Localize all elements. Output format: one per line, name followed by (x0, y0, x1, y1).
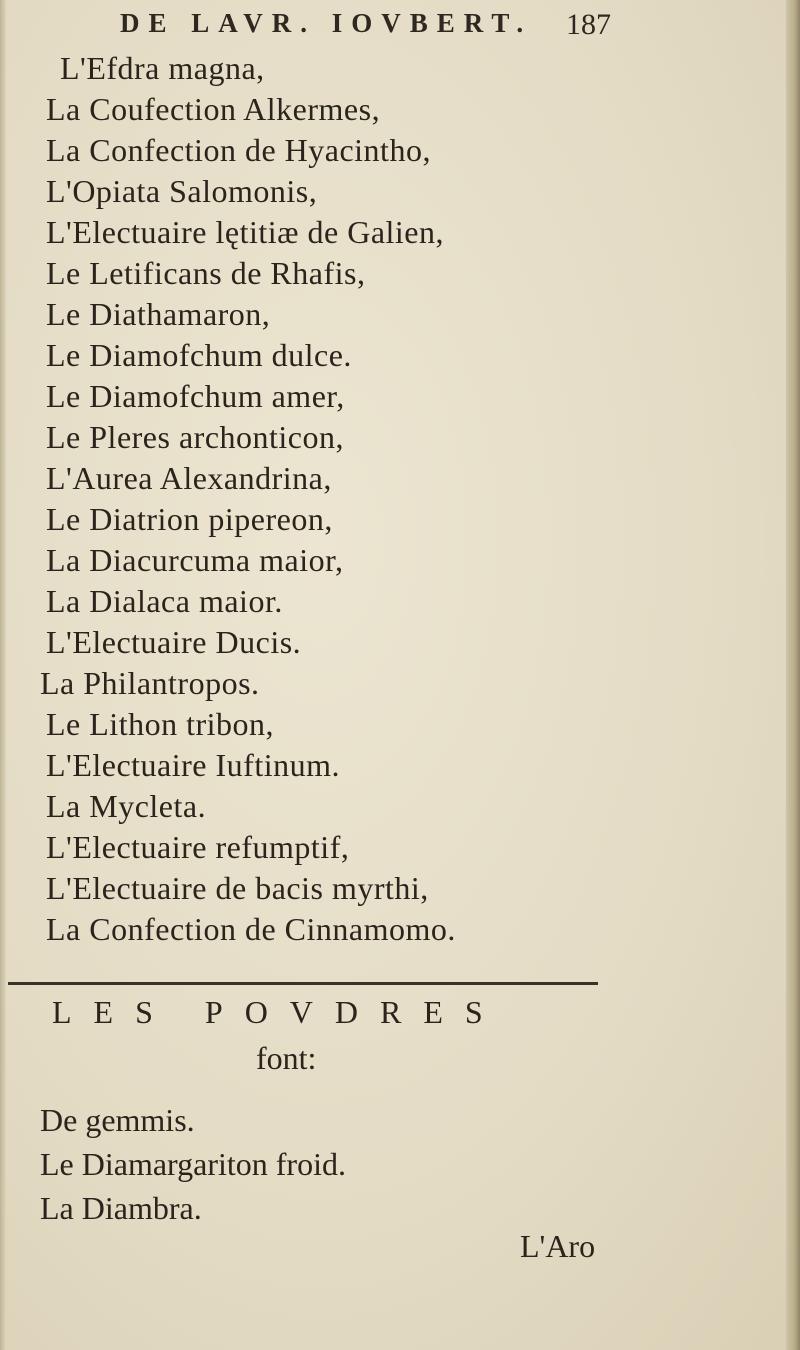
list-item: Le Diathamaron, (46, 296, 271, 332)
list-item: Le Letificans de Rhafis, (46, 255, 366, 291)
list-item: L'Electuaire refumptif, (46, 829, 350, 865)
list-item: L'Aurea Alexandrina, (46, 460, 332, 496)
list-item: L'Electuaire de bacis myrthi, (46, 870, 429, 906)
list-item: L'Electuaire lętitiæ de Galien, (46, 214, 444, 250)
list-item: L'Electuaire Ducis. (46, 624, 302, 660)
section-divider (8, 982, 598, 985)
electuary-list (40, 48, 456, 950)
section-subheading: font: (256, 1040, 317, 1076)
list-item: Le Lithon tribon, (46, 706, 275, 742)
list-item: La Coufection Alkermes, (46, 91, 381, 127)
list-item: L'Electuaire Iuftinum. (46, 747, 340, 783)
list-item: Le Diamargariton froid. (40, 1146, 346, 1182)
list-item: La Diambra. (40, 1190, 202, 1226)
page-edge (786, 0, 800, 1350)
list-item: De gemmis. (40, 1102, 195, 1138)
list-item: La Diacurcuma maior, (46, 542, 344, 578)
list-item: La Confection de Cinnamomo. (46, 911, 456, 947)
page-gutter (0, 0, 6, 1350)
list-item: Le Diatrion pipereon, (46, 501, 333, 537)
catchword: L'Aro (520, 1228, 596, 1264)
list-item: L'Efdra magna, (60, 50, 265, 86)
page-number: 187 (566, 8, 611, 41)
list-item: L'Opiata Salomonis, (46, 173, 318, 209)
list-item: La Confection de Hyacintho, (46, 132, 431, 168)
list-item: La Philantropos. (40, 665, 260, 701)
section-heading: LES POVDRES (52, 994, 505, 1030)
list-item: Le Diamofchum dulce. (46, 337, 352, 373)
list-item: La Dialaca maior. (46, 583, 283, 619)
running-head: DE LAVR. IOVBERT. (120, 8, 533, 38)
list-item: La Mycleta. (46, 788, 207, 824)
powder-list (40, 1098, 346, 1230)
list-item: Le Pleres archonticon, (46, 419, 344, 455)
list-item: Le Diamofchum amer, (46, 378, 345, 414)
